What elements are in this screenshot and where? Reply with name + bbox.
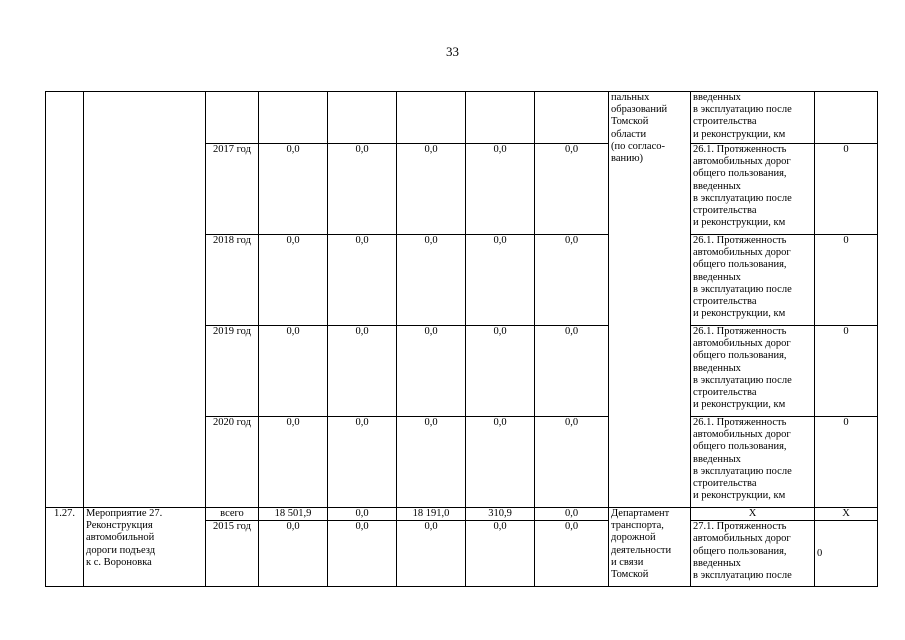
year-cell: 2019 год [206, 326, 259, 417]
indicator-text: 26.1. Протяженность автомобильных дорог общего пользования, введенных в эксплуатацию после строительства и реконструкции, км [693, 326, 792, 411]
indicator-text: 27.1. Протяженность автомобильных дорог общего пользования, введенных в эксплуатацию после [693, 521, 792, 582]
year-cell: 2018 год [206, 235, 259, 326]
value-cell: 18 191,0 [397, 508, 466, 521]
indicator-value: 0 [815, 144, 878, 235]
indicator-value: 0 [815, 326, 878, 417]
measure-name: Мероприятие 27. Реконструкция автомобильной дороги подъезд к с. Вороновка [86, 508, 163, 568]
program-table [45, 91, 878, 587]
value-cell: 0,0 [535, 508, 609, 521]
indicator-text: 26.1. Протяженность автомобильных дорог общего пользования, введенных в эксплуатацию после строительства и реконструкции, км [693, 417, 792, 502]
indicator-value [815, 92, 878, 144]
indicator-value: 0 [815, 417, 878, 508]
year-cell: 2020 год [206, 417, 259, 508]
value-cell: 0,0 [535, 326, 609, 417]
value-cell: 0,0 [328, 417, 397, 508]
indicator-value: X [815, 508, 878, 521]
value-cell: 0,0 [535, 521, 609, 587]
value-cell: 0,0 [397, 235, 466, 326]
value-cell: 0,0 [328, 235, 397, 326]
value-cell: 0,0 [466, 521, 535, 587]
cell-number-empty [46, 92, 84, 508]
cell-name-empty [84, 92, 206, 508]
value-cell: 0,0 [259, 521, 328, 587]
value-cell: 0,0 [397, 326, 466, 417]
indicator-text: введенных в эксплуатацию после строительства и реконструкции, км [693, 92, 792, 140]
indicator-value: 0 [815, 235, 878, 326]
value-cell: 0,0 [466, 326, 535, 417]
value-cell: 0,0 [397, 521, 466, 587]
value-cell: 0,0 [535, 417, 609, 508]
year-cell: 2015 год [206, 521, 259, 587]
value-cell: 310,9 [466, 508, 535, 521]
measure-number: 1.27. [46, 508, 84, 587]
value-cell: 0,0 [466, 417, 535, 508]
value-cell: 0,0 [259, 235, 328, 326]
value-cell: 0,0 [466, 235, 535, 326]
value-cell: 0,0 [328, 144, 397, 235]
value-cell: 0,0 [397, 417, 466, 508]
value-cell: 0,0 [535, 144, 609, 235]
value-cell: 0,0 [328, 508, 397, 521]
year-cell: всего [206, 508, 259, 521]
page-number: 33 [446, 44, 459, 59]
value-cell: 0,0 [466, 144, 535, 235]
year-cell: 2017 год [206, 144, 259, 235]
executor-text: Департамент транспорта, дорожной деятельности и связи Томской [611, 508, 672, 581]
value-cell: 18 501,9 [259, 508, 328, 521]
table-row-total [46, 508, 878, 521]
value-cell: 0,0 [259, 417, 328, 508]
table-row-continued [46, 92, 878, 144]
executor-text: пальных образований Томской области (по согласо- ванию) [611, 92, 668, 165]
value-cell: 0,0 [328, 521, 397, 587]
value-cell: 0,0 [535, 235, 609, 326]
indicator-text: X [691, 508, 815, 521]
value-cell: 0,0 [259, 326, 328, 417]
value-cell: 0,0 [328, 326, 397, 417]
indicator-text: 26.1. Протяженность автомобильных дорог общего пользования, введенных в эксплуатацию после строительства и реконструкции, км [693, 144, 792, 229]
value-cell: 0,0 [397, 144, 466, 235]
indicator-value: 0 [815, 521, 878, 587]
indicator-text: 26.1. Протяженность автомобильных дорог общего пользования, введенных в эксплуатацию после строительства и реконструкции, км [693, 235, 792, 320]
cell-year-empty [206, 92, 259, 144]
value-cell: 0,0 [259, 144, 328, 235]
